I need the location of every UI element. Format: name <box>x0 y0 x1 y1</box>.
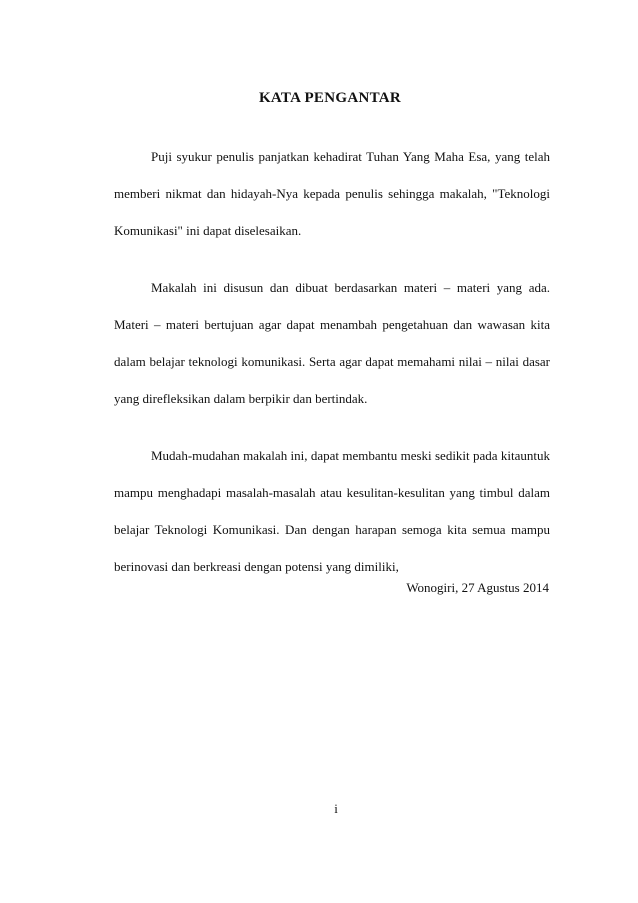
paragraph-3: Mudah-mudahan makalah ini, dapat membantu meski sedikit pada kitauntuk mampu menghadapi masalah-masalah atau kesulitan-kesulitan yang timbul dalam belajar Teknologi Komunikasi. Dan dengan harapan semoga kita semua mampu berinovasi dan berkreasi dengan potensi yang dimiliki, <box>114 448 550 574</box>
document-body <box>114 138 550 605</box>
paragraph-1: Puji syukur penulis panjatkan kehadirat Tuhan Yang Maha Esa, yang telah memberi nikmat dan hidayah-Nya kepada penulis sehingga makalah, "Teknologi Komunikasi" ini dapat diselesaikan. <box>114 149 550 238</box>
paragraph-2: Makalah ini disusun dan dibuat berdasarkan materi – materi yang ada. Materi – materi bertujuan agar dapat menambah pengetahuan dan wawasan kita dalam belajar teknologi komunikasi. Serta agar dapat memahami nilai – nilai dasar yang direfleksikan dalam berpikir dan bertindak. <box>114 280 550 406</box>
page-number: i <box>334 801 338 816</box>
page-title: KATA PENGANTAR <box>258 90 402 106</box>
place-and-date: Wonogiri, 27 Agustus 2014 <box>406 580 549 595</box>
